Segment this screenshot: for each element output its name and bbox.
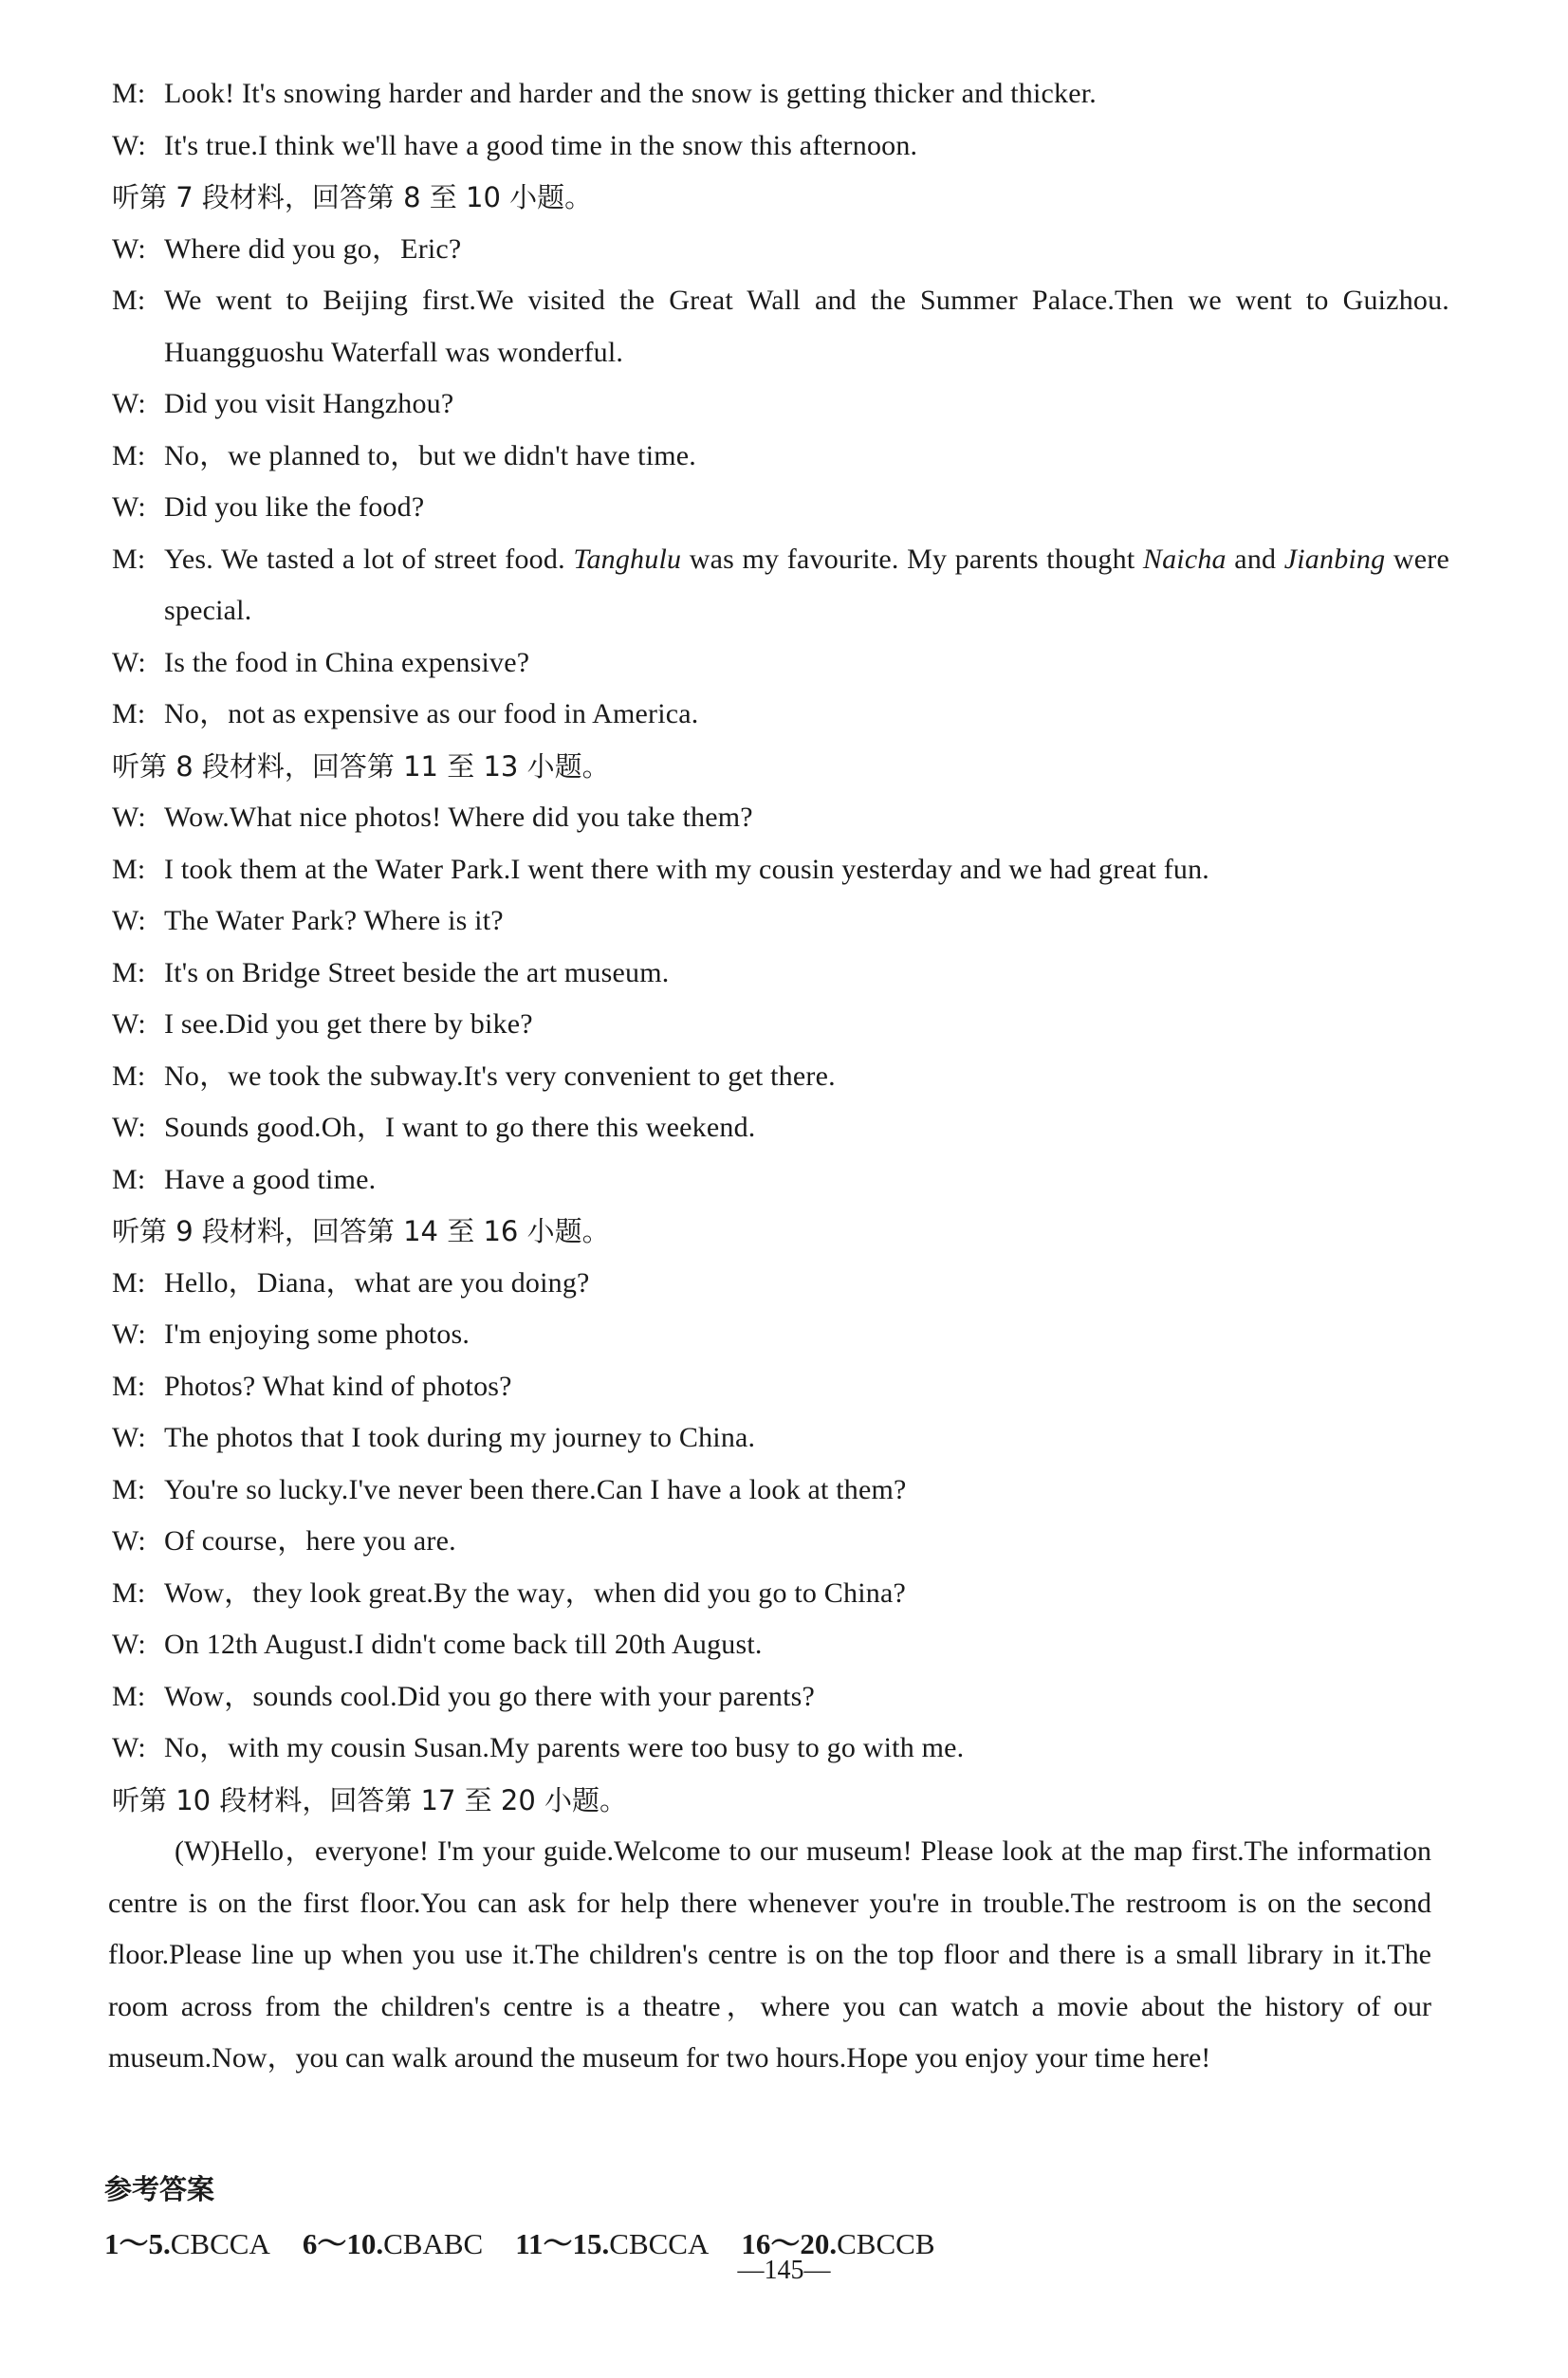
speaker-label: M: xyxy=(112,1266,146,1299)
dialog-line xyxy=(112,1258,1449,1310)
dialog-text: Did you visit Hangzhou? xyxy=(164,388,454,419)
answer-letters: CBCCA xyxy=(609,2227,710,2260)
dialog-line xyxy=(112,689,1449,741)
speaker-label: W: xyxy=(112,491,146,523)
dialog-text: Sounds good.Oh，I want to go there this weekend. xyxy=(164,1112,756,1143)
dialog-line xyxy=(112,1361,1449,1413)
dialog-text: The Water Park? Where is it? xyxy=(164,905,504,936)
dialog-text: I took them at the Water Park.I went there with my cousin yesterday and we had great fun. xyxy=(164,853,1209,885)
speaker-label: M: xyxy=(112,1576,146,1609)
dialog-text: No，we planned to，but we didn't have time. xyxy=(164,439,696,471)
answer-range: 1～5. xyxy=(104,2227,171,2260)
food-name: Naicha xyxy=(1142,543,1227,575)
speaker-label: M: xyxy=(112,956,146,988)
dialog-line xyxy=(112,1051,1449,1103)
dialog-line xyxy=(112,1619,1449,1671)
speaker-label: W: xyxy=(112,646,146,678)
speaker-label: W: xyxy=(112,1629,146,1660)
dialog-line xyxy=(112,1465,1449,1517)
dialog-text: It's true.I think we'll have a good time in the snow this afternoon. xyxy=(164,129,918,161)
speaker-label: M: xyxy=(112,698,146,729)
dialog-line xyxy=(112,1412,1449,1465)
dialog-line xyxy=(112,1568,1449,1620)
speaker-label: M: xyxy=(112,543,146,575)
dialog-fragment: were special. xyxy=(164,543,1449,626)
dialog-text: Photos? What kind of photos? xyxy=(164,1370,512,1402)
dialog-line xyxy=(112,120,1449,173)
dialog-line xyxy=(112,1154,1449,1207)
dialog-line xyxy=(112,792,1449,844)
dialog-line xyxy=(112,68,1449,120)
dialog-line xyxy=(112,844,1449,896)
dialog-text: Have a good time. xyxy=(164,1163,377,1195)
dialog-text: You're so lucky.I've never been there.Can I have a look at them? xyxy=(164,1473,907,1505)
page-number: —145— xyxy=(737,2256,831,2285)
dialog-text: On 12th August.I didn't come back till 20th August. xyxy=(164,1629,763,1660)
speaker-label: W: xyxy=(112,905,146,936)
dialog-line xyxy=(112,482,1449,534)
dialog-text: I'm enjoying some photos. xyxy=(164,1318,470,1350)
dialog-line xyxy=(112,1723,1449,1775)
speaker-label: M: xyxy=(112,285,146,316)
answer-letters: CBABC xyxy=(383,2227,484,2260)
speaker-label: M: xyxy=(112,853,146,885)
speaker-label: M: xyxy=(112,1163,146,1195)
dialog-text: Hello，Diana，what are you doing? xyxy=(164,1266,590,1299)
speaker-label: W: xyxy=(112,1422,146,1453)
dialog-text: We went to Beijing first.We visited the Great Wall and the Summer Palace.Then we went to Guizhou. Huangguoshu Waterfall was wonderful. xyxy=(164,285,1449,368)
dialog-line xyxy=(112,1671,1449,1724)
speaker-label: M: xyxy=(112,1370,146,1402)
transcript-body xyxy=(108,68,1449,2085)
dialog-text: The photos that I took during my journey to China. xyxy=(164,1422,756,1453)
dialog-line xyxy=(112,224,1449,276)
dialog-line xyxy=(112,1516,1449,1568)
speaker-label: W: xyxy=(112,232,146,265)
dialog-line xyxy=(112,275,1449,378)
dialog-text xyxy=(164,534,1449,637)
dialog-line xyxy=(112,431,1449,483)
speaker-label: W: xyxy=(112,802,146,833)
speaker-label: W: xyxy=(112,1112,146,1143)
dialog-text: No，we took the subway.It's very convenient to get there. xyxy=(164,1060,836,1092)
dialog-text: Wow，they look great.By the way，when did you go to China? xyxy=(164,1576,906,1609)
monologue-paragraph: (W)Hello，everyone! I'm your guide.Welcome to our museum! Please look at the map first.The information centre is on the first floor.You can ask for help there whenever you're in trouble.The restroom is on the second floor.Please line up when you use it.The children's centre is on the top floor and there is a small library in it.The room across from the children's centre is a theatre，where you can watch a movie about the history of our museum.Now，you can walk around the museum for two hours.Hope you enjoy your time here! xyxy=(108,1835,1431,2074)
dialog-line xyxy=(112,534,1449,637)
dialog-fragment: was my favourite. My parents thought xyxy=(681,543,1143,575)
answer-key-title: 参考答案 xyxy=(104,2173,215,2205)
answer-letters: CBCCA xyxy=(170,2227,270,2260)
dialog-line xyxy=(112,1102,1449,1154)
dialog-line xyxy=(112,999,1449,1051)
dialog-text: Where did you go，Eric? xyxy=(164,232,462,265)
dialog-line xyxy=(112,948,1449,1000)
speaker-label: W: xyxy=(112,1525,146,1557)
dialog-text: No，not as expensive as our food in America. xyxy=(164,698,699,729)
section-header: 听第 10 段材料，回答第 17 至 20 小题。 xyxy=(112,1783,628,1816)
speaker-label: W: xyxy=(112,129,146,161)
speaker-label: M: xyxy=(112,78,146,109)
section-header: 听第 9 段材料，回答第 14 至 16 小题。 xyxy=(112,1215,610,1247)
food-name: Jianbing xyxy=(1283,543,1386,575)
speaker-label: M: xyxy=(112,1680,146,1712)
dialog-fragment: Yes. We tasted a lot of street food. xyxy=(164,543,574,575)
dialog-text: Look! It's snowing harder and harder and the snow is getting thicker and thicker. xyxy=(164,78,1098,109)
dialog-text: Of course，here you are. xyxy=(164,1525,456,1557)
section-header: 听第 8 段材料，回答第 11 至 13 小题。 xyxy=(112,749,610,783)
dialog-text: I see.Did you get there by bike? xyxy=(164,1008,533,1040)
speaker-label: W: xyxy=(112,1318,146,1350)
speaker-label: W: xyxy=(112,388,146,419)
dialog-line xyxy=(112,378,1449,431)
section-header: 听第 7 段材料，回答第 8 至 10 小题。 xyxy=(112,181,593,213)
speaker-label: M: xyxy=(112,1473,146,1505)
answer-range: 6～10. xyxy=(302,2227,384,2260)
speaker-label: W: xyxy=(112,1008,146,1040)
dialog-line xyxy=(112,1309,1449,1361)
answer-letters: CBCCB xyxy=(837,2227,935,2260)
dialog-line xyxy=(112,637,1449,690)
dialog-line xyxy=(112,895,1449,948)
dialog-text: Wow.What nice photos! Where did you take them? xyxy=(164,802,753,833)
dialog-text: No，with my cousin Susan.My parents were too busy to go with me. xyxy=(164,1732,965,1763)
answer-range: 11～15. xyxy=(515,2227,610,2260)
dialog-text: It's on Bridge Street beside the art museum. xyxy=(164,956,670,988)
answer-range: 16～20. xyxy=(741,2227,838,2260)
dialog-fragment: and xyxy=(1226,543,1284,575)
dialog-text: Did you like the food? xyxy=(164,491,425,523)
dialog-text: Wow，sounds cool.Did you go there with your parents? xyxy=(164,1680,816,1712)
dialog-text: Is the food in China expensive? xyxy=(164,646,530,678)
speaker-label: M: xyxy=(112,439,146,471)
food-name: Tanghulu xyxy=(573,543,682,575)
speaker-label: W: xyxy=(112,1732,146,1763)
speaker-label: M: xyxy=(112,1060,146,1092)
